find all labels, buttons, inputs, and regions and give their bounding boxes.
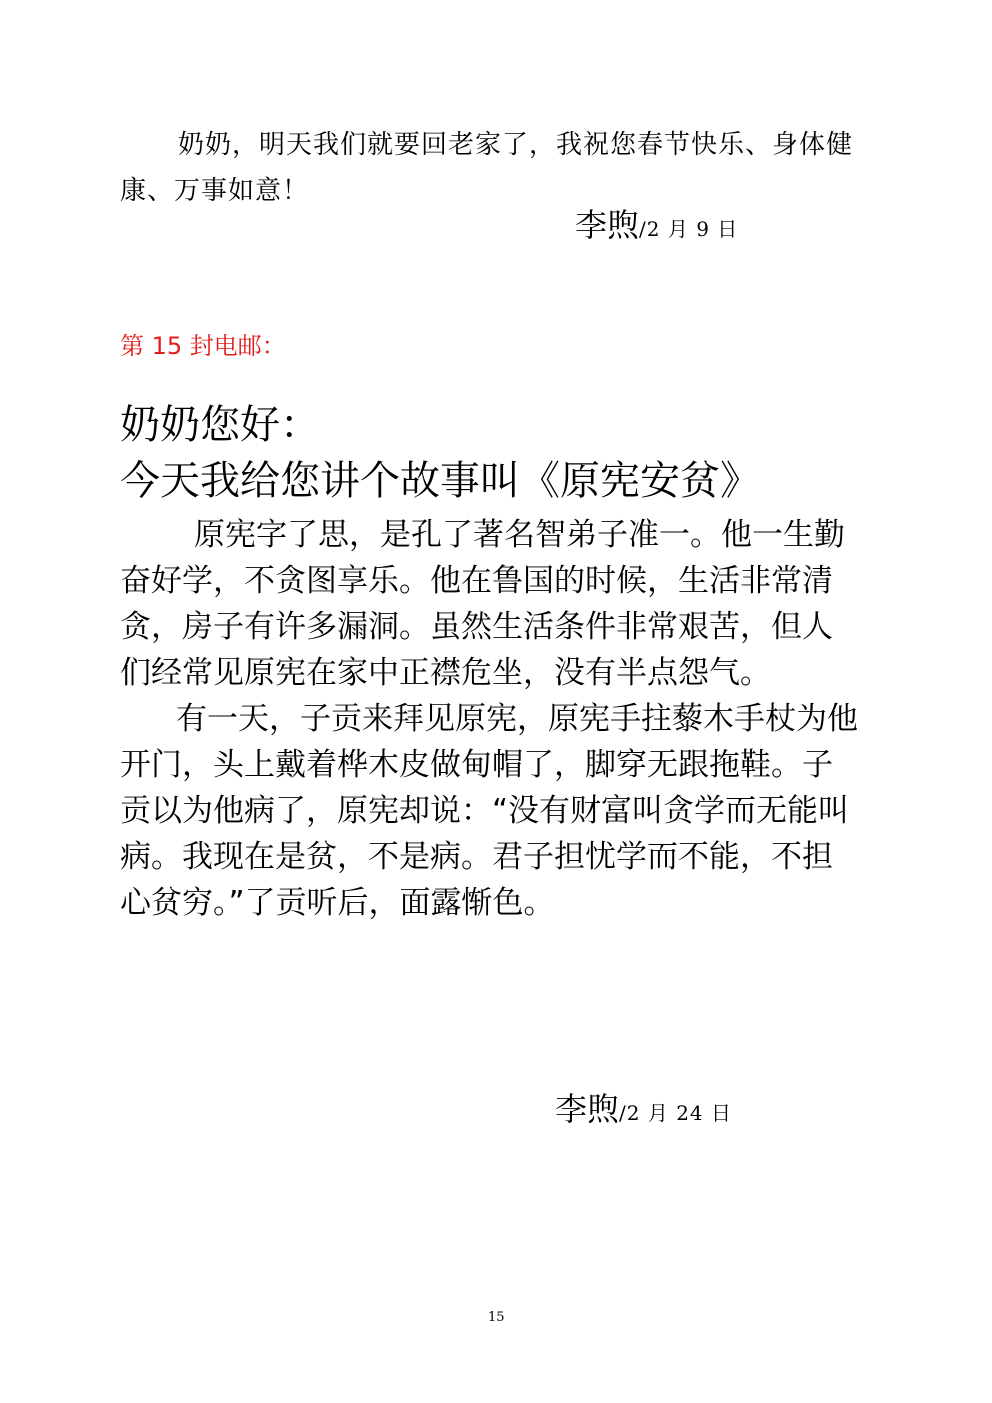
signature-date: /2 月 9 日 <box>639 217 739 241</box>
signature-feb-9 <box>575 200 738 246</box>
signature-date: /2 月 24 日 <box>619 1101 732 1125</box>
story-paragraph: 有一天，子贡来拜见原宪，原宪手拄藜木手杖为他开门，头上戴着桦木皮做甸帽了，脚穿无跟拖鞋。子贡以为他病了，原宪却说：“没有财富叫贪学而无能叫病。我现在是贫，不是病。君子担忧学而不能，不担心贫穷。”了贡听后，面露惭色。 <box>120 701 858 921</box>
story-paragraph: 原宪字了思，是孔了著名智弟子准一。他一生勤奋好学，不贪图享乐。他在鲁国的时候，生活非常清贪，房子有许多漏洞。虽然生活条件非常艰苦，但人们经常见原宪在家中正襟危坐，没有半点怨气。 <box>120 517 845 691</box>
email-heading: 第 15 封电邮： <box>120 332 286 360</box>
signature-name: 李煦 <box>555 1090 620 1128</box>
story-body <box>120 512 860 926</box>
page-number: 15 <box>488 1310 505 1325</box>
story-title: 今天我给您讲个故事叫《原宪安贫》 <box>120 458 760 504</box>
signature-feb-24 <box>555 1084 732 1130</box>
signature-name: 李煦 <box>575 206 640 244</box>
closing-paragraph: 奶奶，明天我们就要回老家了，我祝您春节快乐、身体健康、万事如意！ <box>120 130 854 206</box>
email-greeting: 奶奶您好： <box>120 402 320 448</box>
